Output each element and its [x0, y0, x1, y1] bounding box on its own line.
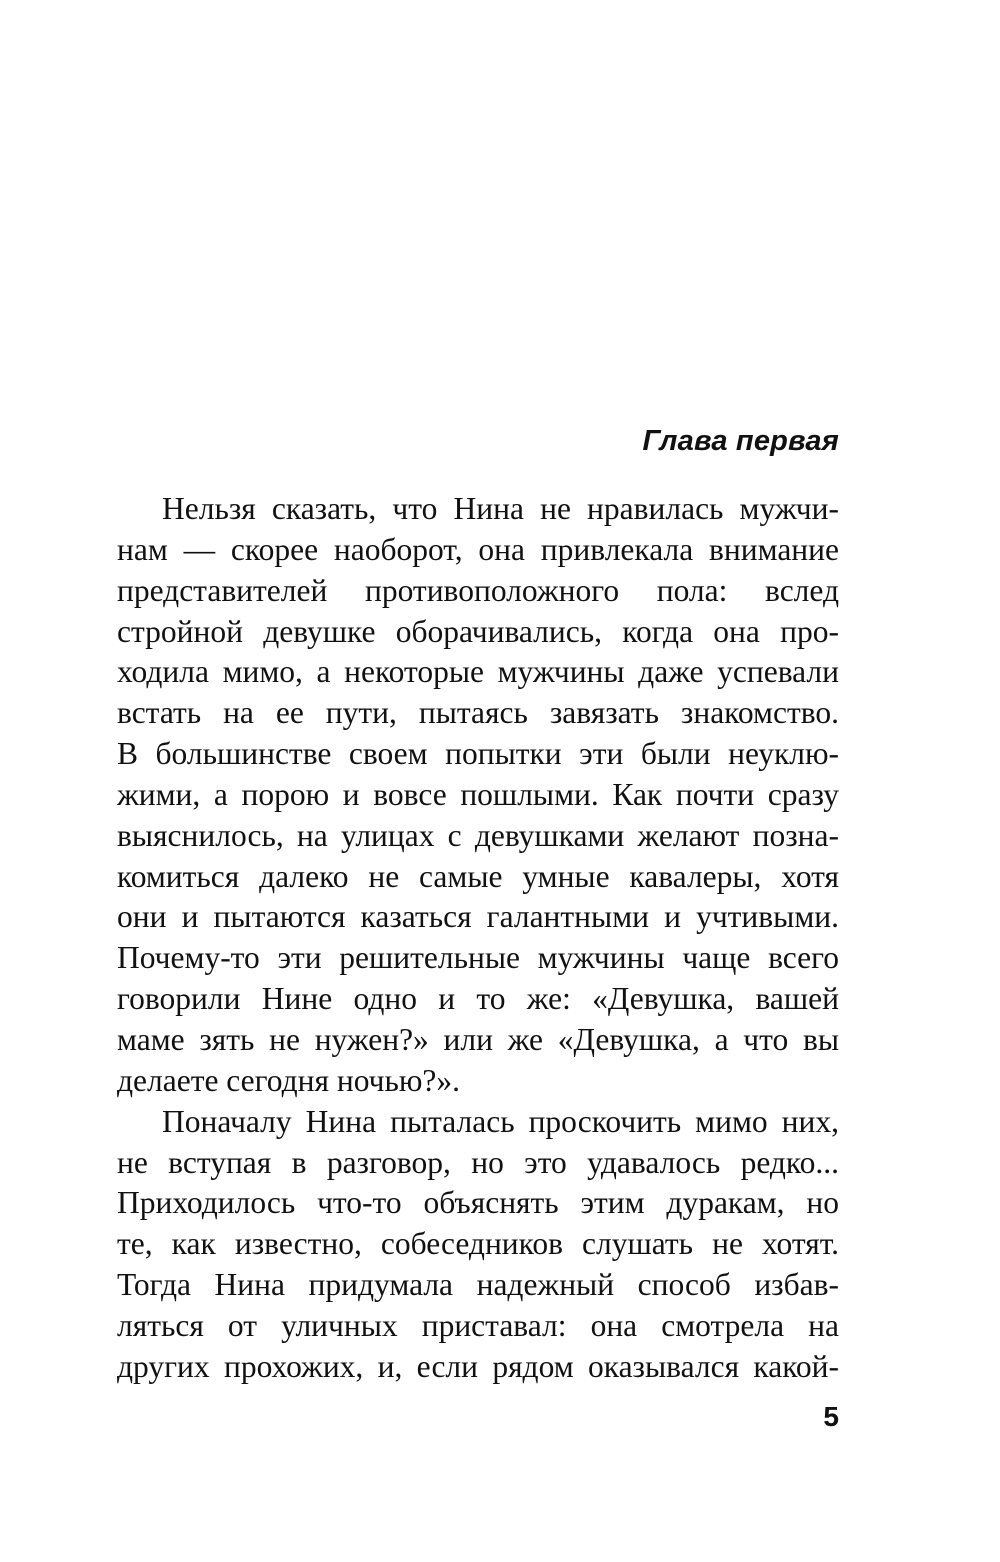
- text-line: Приходилось что-то объяснять этим дуракам, но: [117, 1185, 839, 1221]
- text-line: комиться далеко не самые умные кавалеры, хотя: [117, 858, 839, 894]
- text-line: представителей противоположного пола: вслед: [117, 572, 839, 608]
- text-line: Поначалу Нина пыталась проскочить мимо них,: [162, 1103, 839, 1139]
- text-line: маме зять не нужен?» или же «Девушка, а что вы: [117, 1021, 839, 1057]
- text-line: встать на ее пути, пытаясь завязать знакомство.: [117, 695, 839, 731]
- text-line: не вступая в разговор, но это удавалось редко...: [117, 1144, 839, 1180]
- text-line: ляться от уличных приставал: она смотрела на: [117, 1307, 839, 1343]
- text-line: нам — скорее наоборот, она привлекала внимание: [117, 531, 839, 567]
- page-number: 5: [823, 1401, 839, 1432]
- text-line: говорили Нине одно и то же: «Девушка, вашей: [117, 981, 839, 1017]
- text-line: те, как известно, собеседников слушать не хотят.: [117, 1226, 839, 1262]
- text-line: делаете сегодня ночью?».: [117, 1062, 461, 1098]
- text-line: других прохожих, и, если рядом оказывался какой-: [117, 1348, 839, 1384]
- text-line: Тогда Нина придумала надежный способ избав-: [117, 1267, 839, 1303]
- text-line: стройной девушке оборачивались, когда она про-: [117, 613, 839, 649]
- text-line: Почему-то эти решительные мужчины чаще всего: [117, 940, 839, 976]
- text-line: они и пытаются казаться галантными и учтивыми.: [117, 899, 839, 935]
- chapter-title: Глава первая: [642, 425, 839, 457]
- text-line: жими, а порою и вовсе пошлыми. Как почти сразу: [117, 776, 839, 812]
- text-line: Нельзя сказать, что Нина не нравилась мужчи-: [162, 491, 839, 526]
- body-text: [117, 489, 839, 1388]
- text-line: выяснилось, на улицах с девушками желают позна-: [117, 817, 839, 853]
- book-page: [117, 0, 839, 1562]
- text-line: ходила мимо, а некоторые мужчины даже успевали: [117, 654, 839, 690]
- text-line: В большинстве своем попытки эти были неуклю-: [117, 736, 839, 772]
